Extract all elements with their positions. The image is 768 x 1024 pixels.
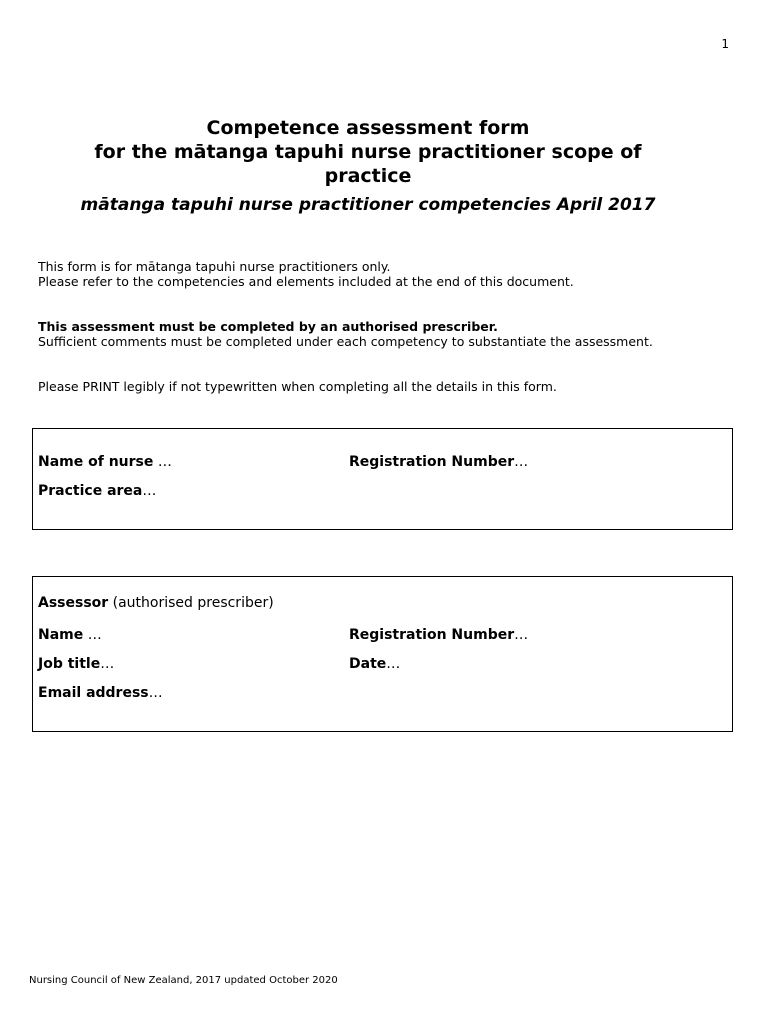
form-title-line-3: practice (324, 165, 412, 187)
page-number: 1 (721, 37, 729, 51)
assessor-heading-note: (authorised prescriber) (108, 595, 274, 611)
email-value: … (148, 685, 163, 701)
form-title-line-2: for the mātanga tapuhi nurse practitioner scope of (94, 141, 642, 163)
practice-area-label: Practice area (38, 483, 143, 499)
email-label: Email address (38, 685, 149, 701)
assessor-name-label: Name (38, 627, 84, 643)
nurse-registration-value: … (514, 454, 529, 470)
notice-paragraph (38, 319, 653, 349)
nurse-name-value: … (153, 454, 172, 470)
nurse-registration-label: Registration Number (349, 454, 515, 470)
assessor-heading (38, 594, 274, 612)
nurse-details-box (32, 428, 733, 530)
assessor-heading-label: Assessor (38, 595, 109, 611)
intro-paragraph (38, 259, 574, 289)
date-label: Date (349, 656, 387, 672)
practice-area-value: … (142, 483, 157, 499)
footer-text: Nursing Council of New Zealand, 2017 updated October 2020 (29, 975, 338, 986)
assessor-registration-label: Registration Number (349, 627, 515, 643)
job-title-label: Job title (38, 656, 101, 672)
job-title-value: … (100, 656, 115, 672)
nurse-name-field[interactable] (38, 453, 172, 471)
practice-area-field[interactable] (38, 482, 156, 500)
date-value: … (386, 656, 401, 672)
assessor-registration-value: … (514, 627, 529, 643)
assessor-name-field[interactable] (38, 626, 102, 644)
prescriber-notice: This assessment must be completed by an authorised prescriber. (38, 319, 498, 334)
form-subtitle: mātanga tapuhi nurse practitioner competencies April 2017 (80, 195, 656, 215)
intro-line-2: Please refer to the competencies and elements included at the end of this document. (38, 274, 574, 289)
nurse-registration-field[interactable] (349, 453, 528, 471)
print-instruction: Please PRINT legibly if not typewritten when completing all the details in this form. (38, 379, 557, 394)
date-field[interactable] (349, 655, 400, 673)
comments-notice: Sufficient comments must be completed under each competency to substantiate the assessment. (38, 334, 653, 349)
assessor-registration-field[interactable] (349, 626, 528, 644)
assessor-details-box (32, 576, 733, 732)
title-block (40, 116, 696, 216)
assessor-name-value: … (83, 627, 102, 643)
email-field[interactable] (38, 684, 163, 702)
intro-line-1: This form is for mātanga tapuhi nurse practitioners only. (38, 259, 391, 274)
job-title-field[interactable] (38, 655, 114, 673)
nurse-name-label: Name of nurse (38, 454, 154, 470)
form-title-line-1: Competence assessment form (206, 117, 530, 139)
